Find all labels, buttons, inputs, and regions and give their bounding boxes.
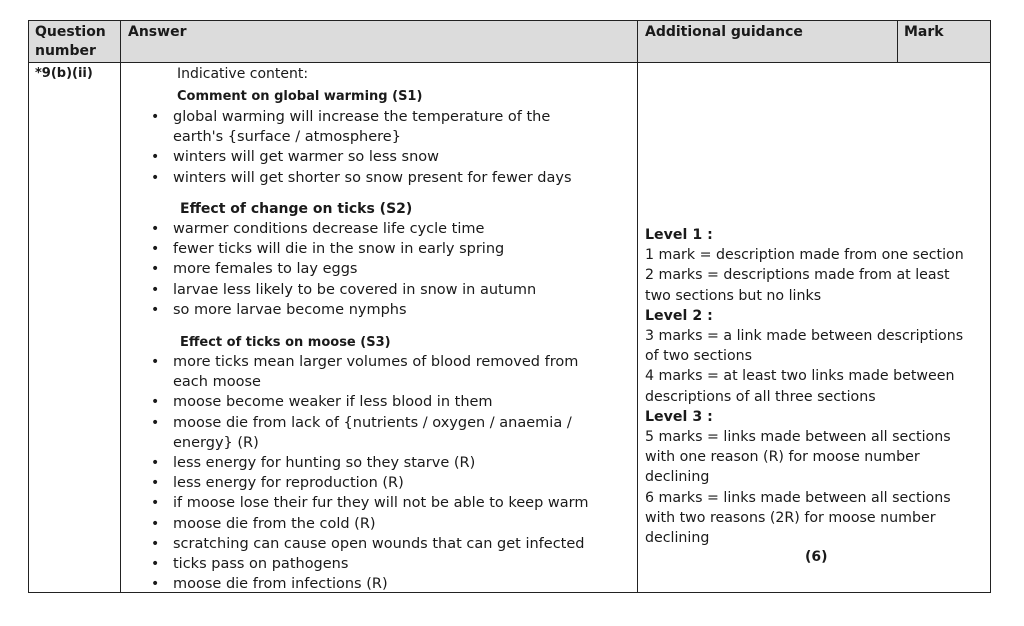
header-additional-guidance: Additional guidance	[645, 24, 803, 40]
level-1-title: Level 1 :	[645, 227, 713, 243]
section-heading: Comment on global warming (S1)	[177, 89, 423, 104]
level-3-mark-6: 6 marks = links made between all sections with two reasons (2R) for moose number declining	[645, 489, 951, 547]
section-list	[147, 107, 603, 188]
list-item: • moose become weaker if less blood in them	[147, 392, 603, 412]
list-item: • larvae less likely to be covered in snow in autumn	[147, 280, 603, 300]
list-item: • ticks pass on pathogens	[147, 554, 603, 574]
list-item: • so more larvae become nymphs	[147, 300, 603, 320]
header-answer: Answer	[128, 24, 187, 40]
section-heading: Effect of ticks on moose (S3)	[180, 335, 391, 350]
level-1-mark-1: 1 mark = description made from one section	[645, 247, 964, 264]
question-number: *9(b)(ii)	[35, 66, 93, 81]
list-item: • less energy for reproduction (R)	[147, 473, 603, 493]
level-3-title: Level 3 :	[645, 408, 713, 425]
list-item: • scratching can cause open wounds that can get infected	[147, 534, 603, 554]
level-1-mark-2: 2 marks = descriptions made from at least two sections but no links	[645, 267, 950, 304]
list-item: • less energy for hunting so they starve (R)	[147, 453, 603, 473]
column-divider	[897, 21, 898, 63]
section-list	[147, 352, 603, 594]
list-item: • more ticks mean larger volumes of blood removed from each moose	[147, 352, 603, 392]
level-2-mark-3: 3 marks = a link made between descriptions of two sections	[645, 328, 964, 365]
list-item: • global warming will increase the temperature of the earth's {surface / atmosphere}	[147, 107, 585, 147]
list-item: • warmer conditions decrease life cycle time	[147, 219, 603, 239]
level-2-title: Level 2 :	[645, 307, 713, 324]
section-heading: Effect of change on ticks (S2)	[180, 201, 413, 217]
list-item: • moose die from the cold (R)	[147, 514, 603, 534]
level-2-mark-4: 4 marks = at least two links made between descriptions of all three sections	[645, 368, 955, 405]
list-item: • winters will get warmer so less snow	[147, 147, 603, 167]
header-question-number: Question number	[35, 24, 106, 59]
level-3-mark-5: 5 marks = links made between all sections with one reason (R) for moose number declining	[645, 429, 951, 486]
total-mark: (6)	[805, 549, 828, 565]
indicative-content-label: Indicative content:	[177, 66, 309, 82]
additional-guidance	[645, 225, 975, 548]
list-item: • moose die from infections (R)	[147, 574, 603, 594]
list-item: • fewer ticks will die in the snow in early spring	[147, 239, 603, 259]
list-item: • more females to lay eggs	[147, 259, 603, 279]
mark-scheme-table	[28, 20, 991, 593]
list-item: • if moose lose their fur they will not be able to keep warm	[147, 493, 603, 513]
list-item: • winters will get shorter so snow present for fewer days	[147, 168, 603, 188]
list-item: • moose die from lack of {nutrients / oxygen / anaemia / energy} (R)	[147, 413, 603, 453]
column-divider	[120, 21, 121, 592]
section-list	[147, 219, 603, 320]
header-mark: Mark	[904, 24, 944, 40]
column-divider	[637, 21, 638, 592]
